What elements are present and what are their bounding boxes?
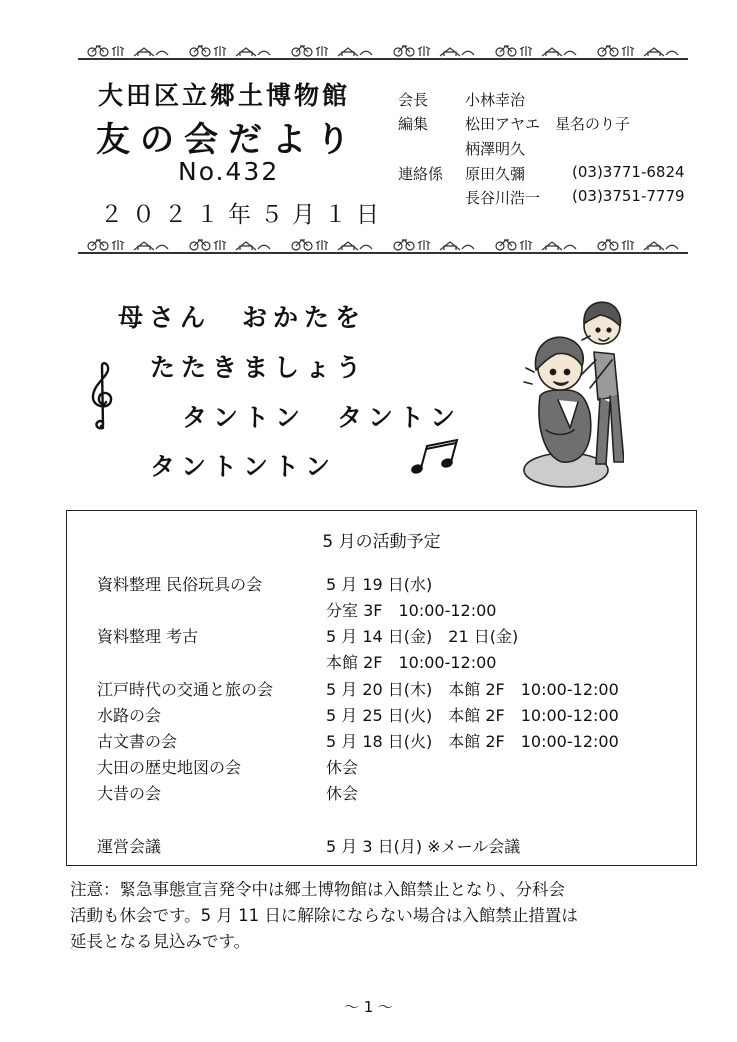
museum-name: 大田区立郷土博物館 xyxy=(98,81,351,110)
treble-clef-icon xyxy=(86,360,118,432)
notice-text xyxy=(70,877,690,955)
poem-line: たたきましょう xyxy=(150,353,368,382)
newsletter-title: 友の会だより xyxy=(96,120,360,160)
schedule-group-name: 古文書の会 xyxy=(97,732,178,751)
schedule-group-name: 資料整理 民俗玩具の会 xyxy=(97,575,263,594)
schedule-group-name: 水路の会 xyxy=(97,706,162,725)
schedule-detail: 本館 2F 10:00-12:00 xyxy=(326,653,497,672)
schedule-group-name: 大昔の会 xyxy=(97,784,162,803)
notice-line: 注意：緊急事態宣言発令中は郷土博物館は入館禁止となり、分科会 xyxy=(70,880,565,899)
staff-names: 原田久彌 xyxy=(465,165,526,183)
schedule-detail: 5 月 3 日(月) ※メール会議 xyxy=(326,837,521,856)
schedule-title: 5 月の活動予定 xyxy=(322,532,441,552)
page-number: ～ 1 ～ xyxy=(343,998,394,1016)
issue-number: No.432 xyxy=(178,157,280,186)
schedule-detail: 5 月 20 日(木) 本館 2F 10:00-12:00 xyxy=(326,680,619,699)
schedule-group-name: 運営会議 xyxy=(97,837,162,856)
decorative-border-top xyxy=(78,40,688,62)
staff-names: 長谷川浩一 xyxy=(465,189,541,207)
schedule-detail: 休会 xyxy=(326,784,359,803)
staff-phone: (03)3771-6824 xyxy=(572,163,685,181)
schedule-group-name: 資料整理 考古 xyxy=(97,627,199,646)
activity-schedule-box xyxy=(66,510,697,866)
schedule-detail: 5 月 19 日(水) xyxy=(326,575,433,594)
decorative-border-bottom xyxy=(78,234,688,256)
staff-role: 編集 xyxy=(398,115,429,133)
schedule-detail: 5 月 14 日(金) 21 日(金) xyxy=(326,627,519,646)
issue-date: ２０２１年５月１日 xyxy=(100,202,388,228)
poem-line: 母さん おかたを xyxy=(118,303,367,332)
schedule-detail: 分室 3F 10:00-12:00 xyxy=(326,601,497,620)
notice-line: 活動も休会です。5 月 11 日に解除にならない場合は入館禁止措置は xyxy=(70,906,578,925)
staff-phone: (03)3751-7779 xyxy=(572,187,685,205)
schedule-group-name: 江戸時代の交通と旅の会 xyxy=(97,680,274,699)
schedule-detail: 5 月 25 日(火) 本館 2F 10:00-12:00 xyxy=(326,706,619,725)
staff-names: 柄澤明久 xyxy=(465,140,526,158)
schedule-group-name: 大田の歴史地図の会 xyxy=(97,758,242,777)
music-notes-icon xyxy=(405,438,461,478)
notice-line: 延長となる見込みです。 xyxy=(70,932,251,951)
staff-role: 会長 xyxy=(398,91,429,109)
schedule-detail: 5 月 18 日(火) 本館 2F 10:00-12:00 xyxy=(326,732,619,751)
mother-child-illustration xyxy=(520,296,624,496)
poem-line: タントントン xyxy=(150,452,337,481)
schedule-detail: 休会 xyxy=(326,758,359,777)
poem-line: タントン タントン xyxy=(182,403,462,432)
staff-role: 連絡係 xyxy=(398,165,444,183)
staff-names: 松田アヤエ 星名のり子 xyxy=(465,115,631,133)
staff-names: 小林幸治 xyxy=(465,91,526,109)
